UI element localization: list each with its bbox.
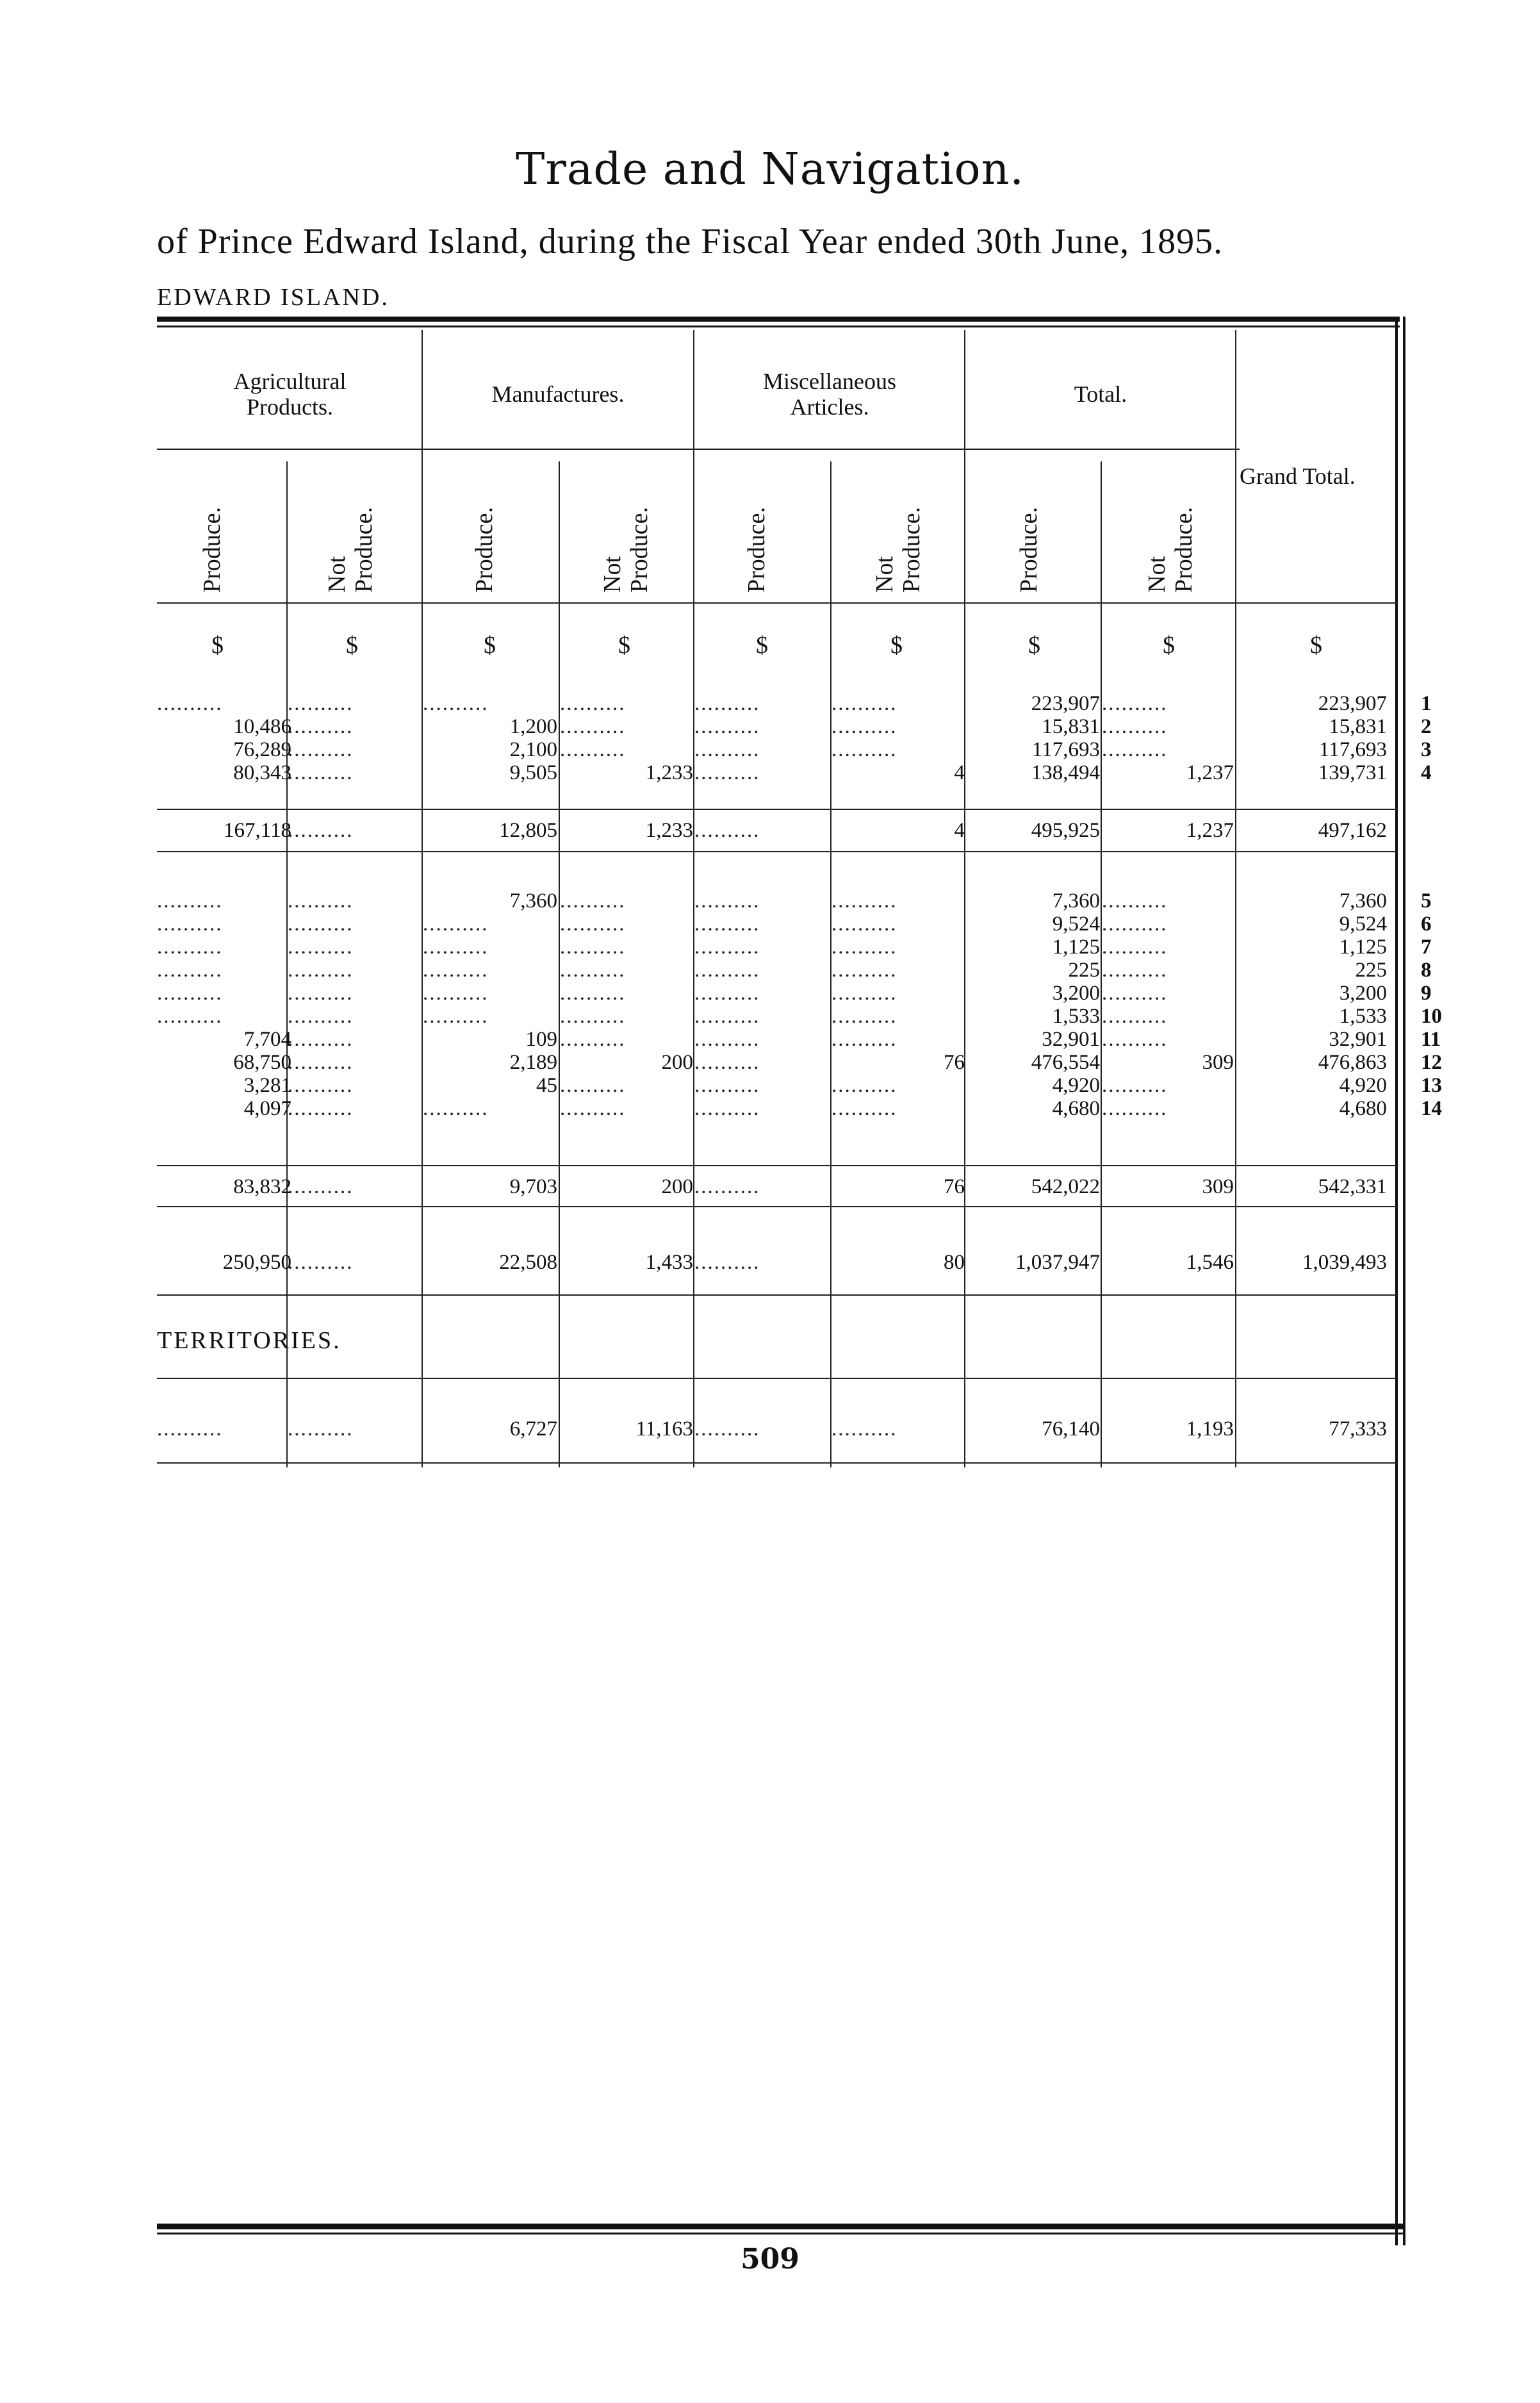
table-cell-leader-dots: .......... [288,1097,354,1120]
table-cell-leader-dots: .......... [694,692,760,715]
subtotal-rule [157,851,1397,852]
table-cell-leader-dots: .......... [288,982,354,1005]
table-cell: 7,704 [243,1028,291,1051]
table-cell: 80 [944,1251,965,1274]
table-cell-leader-dots: .......... [288,1005,354,1028]
table-cell-leader-dots: .......... [157,936,223,959]
table-cell: 3,200 [1052,982,1100,1005]
table-cell: 15,831 [1042,715,1100,738]
table-cell: 250,950 [222,1251,291,1274]
table-cell-leader-dots: .......... [157,912,223,936]
table-cell-leader-dots: .......... [694,1005,760,1028]
table-cell: 139,731 [1318,761,1387,784]
table-cell-leader-dots: .......... [288,738,354,761]
table-cell-leader-dots: .......... [1102,959,1168,982]
currency-symbol: $ [346,632,358,659]
table-cell: 9,505 [509,761,557,784]
table-cell: 4,680 [1052,1097,1100,1120]
table-cell-leader-dots: .......... [288,819,354,842]
table-cell: 4,680 [1339,1097,1387,1120]
table-cell: 1,037,947 [1015,1251,1100,1274]
table-top-rule-thin [157,326,1400,327]
table-cell: 225 [1068,959,1100,982]
table-cell: 22,508 [499,1251,557,1274]
table-cell-leader-dots: .......... [1102,715,1168,738]
table-cell: 77,333 [1329,1417,1387,1441]
row-number: 7 [1421,936,1432,959]
table-cell: 225 [1355,959,1387,982]
table-cell-leader-dots: .......... [694,1097,760,1120]
table-cell: 1,533 [1052,1005,1100,1028]
header-not-produce: Not Produce. [599,506,653,593]
row-number: 10 [1421,1005,1442,1028]
currency-symbol: $ [211,632,224,659]
row-number: 14 [1421,1097,1442,1120]
table-cell: 80,343 [233,761,291,784]
table-cell: 2,100 [509,738,557,761]
table-cell-leader-dots: .......... [1102,936,1168,959]
table-cell: 223,907 [1318,692,1387,715]
table-cell-leader-dots: .......... [694,715,760,738]
currency-symbol: $ [1310,632,1322,659]
table-cell-leader-dots: .......... [694,936,760,959]
table-cell-leader-dots: .......... [1102,1028,1168,1051]
table-cell: 542,022 [1031,1175,1100,1198]
table-cell: 76 [944,1051,965,1074]
page-number: 509 [741,2243,799,2275]
table-cell: 4 [954,819,965,842]
table-cell: 10,486 [233,715,291,738]
table-cell-leader-dots: .......... [831,1028,897,1051]
page-title: Trade and Navigation. [516,144,1024,195]
table-cell-leader-dots: .......... [423,936,489,959]
table-cell: 12,805 [499,819,557,842]
table-cell: 200 [661,1051,693,1074]
table-cell: 138,494 [1031,761,1100,784]
header-produce: Produce. [1015,506,1042,593]
table-cell: 1,546 [1186,1251,1234,1274]
table-cell-leader-dots: .......... [1102,1005,1168,1028]
table-cell-leader-dots: .......... [1102,692,1168,715]
territories-top-rule [157,1378,1397,1379]
table-cell-leader-dots: .......... [1102,738,1168,761]
table-cell: 1,200 [509,715,557,738]
header-manufactures: Manufactures. [491,381,625,407]
table-cell: 7,360 [509,889,557,912]
table-cell-leader-dots: .......... [831,1074,897,1097]
currency-symbol: $ [1028,632,1040,659]
table-cell: 6,727 [509,1417,557,1441]
table-cell-leader-dots: .......... [423,1097,489,1120]
table-cell-leader-dots: .......... [831,982,897,1005]
table-cell-leader-dots: .......... [423,692,489,715]
table-cell: 9,524 [1339,912,1387,936]
table-cell: 4 [954,761,965,784]
table-cell-leader-dots: .......... [157,1417,223,1441]
header-miscellaneous: Miscellaneous Articles. [763,368,896,420]
table-cell-leader-dots: .......... [288,889,354,912]
table-cell: 309 [1202,1175,1234,1198]
table-cell-leader-dots: .......... [831,1097,897,1120]
table-cell-leader-dots: .......... [694,1074,760,1097]
table-cell-leader-dots: .......... [1102,1074,1168,1097]
currency-symbol: $ [890,632,903,659]
table-cell-leader-dots: .......... [560,982,626,1005]
table-cell-leader-dots: .......... [423,982,489,1005]
table-cell-leader-dots: .......... [288,1028,354,1051]
table-cell-leader-dots: .......... [694,1175,760,1198]
table-cell-leader-dots: .......... [560,738,626,761]
table-cell: 9,703 [509,1175,557,1198]
table-cell: 497,162 [1318,819,1387,842]
table-cell-leader-dots: .......... [560,1074,626,1097]
table-cell: 117,693 [1031,738,1100,761]
table-cell-leader-dots: .......... [560,715,626,738]
table-cell-leader-dots: .......... [288,936,354,959]
table-cell: 45 [536,1074,557,1097]
table-right-border [1395,317,1398,2245]
table-cell: 76 [944,1175,965,1198]
table-cell: 223,907 [1031,692,1100,715]
table-cell-leader-dots: .......... [560,692,626,715]
table-cell: 476,554 [1031,1051,1100,1074]
row-number: 12 [1421,1051,1442,1074]
table-cell: 3,281 [243,1074,291,1097]
table-cell-leader-dots: .......... [831,889,897,912]
table-cell: 309 [1202,1051,1234,1074]
table-bottom-rule [157,2224,1405,2229]
table-cell: 68,750 [233,1051,291,1074]
header-grand-total: Grand Total. [1240,463,1356,489]
table-cell: 1,433 [645,1251,693,1274]
table-cell-leader-dots: .......... [157,959,223,982]
table-cell-leader-dots: .......... [560,912,626,936]
table-cell-leader-dots: .......... [288,912,354,936]
header-total: Total. [1074,381,1127,407]
table-cell: 542,331 [1318,1175,1387,1198]
table-cell: 117,693 [1318,738,1387,761]
row-number: 5 [1421,889,1432,912]
table-cell: 1,237 [1186,819,1234,842]
table-cell-leader-dots: .......... [560,1005,626,1028]
row-number: 11 [1421,1028,1441,1051]
header-group-divider [157,449,1240,450]
header-not-produce: Not Produce. [1143,506,1197,593]
table-cell-leader-dots: .......... [1102,912,1168,936]
table-cell: 1,533 [1339,1005,1387,1028]
table-cell-leader-dots: .......... [288,1417,354,1441]
table-cell: 1,039,493 [1302,1251,1387,1274]
table-cell-leader-dots: .......... [694,1051,760,1074]
table-cell: 1,233 [645,761,693,784]
table-cell: 3,200 [1339,982,1387,1005]
table-cell-leader-dots: .......... [831,912,897,936]
table-cell-leader-dots: .......... [694,761,760,784]
header-agricultural: Agricultural Products. [233,368,347,420]
table-cell: 32,901 [1042,1028,1100,1051]
table-cell-leader-dots: .......... [831,1005,897,1028]
currency-symbol: $ [484,632,496,659]
header-bottom-rule [157,602,1397,604]
row-number: 2 [1421,715,1432,738]
table-cell: 200 [661,1175,693,1198]
table-cell: 476,863 [1318,1051,1387,1074]
table-cell-leader-dots: .......... [831,715,897,738]
table-cell-leader-dots: .......... [157,692,223,715]
table-cell-leader-dots: .......... [694,819,760,842]
table-cell-leader-dots: .......... [560,936,626,959]
table-cell-leader-dots: .......... [157,889,223,912]
table-cell-leader-dots: .......... [423,959,489,982]
table-cell-leader-dots: .......... [423,1005,489,1028]
table-cell: 4,920 [1339,1074,1387,1097]
table-cell: 1,193 [1186,1417,1234,1441]
subtotal-rule [157,1206,1397,1207]
table-cell-leader-dots: .......... [560,889,626,912]
table-cell: 167,118 [223,819,291,842]
table-cell-leader-dots: .......... [1102,982,1168,1005]
table-cell: 76,140 [1042,1417,1100,1441]
table-cell: 109 [525,1028,557,1051]
table-right-border-outer [1403,317,1405,2245]
table-cell: 1,233 [645,819,693,842]
table-cell-leader-dots: .......... [831,1417,897,1441]
table-cell-leader-dots: .......... [288,1251,354,1274]
table-cell: 1,125 [1339,936,1387,959]
table-cell-leader-dots: .......... [1102,1097,1168,1120]
table-cell-leader-dots: .......... [288,761,354,784]
header-produce: Produce. [199,506,225,593]
table-cell: 495,925 [1031,819,1100,842]
table-cell: 7,360 [1052,889,1100,912]
table-cell-leader-dots: .......... [1102,889,1168,912]
header-not-produce: Not Produce. [871,506,925,593]
row-number: 4 [1421,761,1432,784]
table-bottom-rule-thin [157,2233,1405,2234]
table-cell-leader-dots: .......... [560,1097,626,1120]
table-cell-leader-dots: .......... [831,959,897,982]
table-cell-leader-dots: .......... [694,1417,760,1441]
table-cell: 32,901 [1329,1028,1387,1051]
subtotal-rule [157,1165,1397,1166]
header-produce: Produce. [471,506,498,593]
table-cell-leader-dots: .......... [288,1051,354,1074]
table-cell-leader-dots: .......... [831,692,897,715]
region-label: EDWARD ISLAND. [157,284,389,311]
row-number: 1 [1421,692,1432,715]
table-cell-leader-dots: .......... [288,715,354,738]
table-cell-leader-dots: .......... [288,1175,354,1198]
table-cell-leader-dots: .......... [694,959,760,982]
table-cell-leader-dots: .......... [288,959,354,982]
row-number: 8 [1421,959,1432,982]
table-cell-leader-dots: .......... [694,1028,760,1051]
table-cell-leader-dots: .......... [157,1005,223,1028]
table-cell: 1,125 [1052,936,1100,959]
table-cell: 83,832 [233,1175,291,1198]
territories-bottom-rule [157,1462,1397,1464]
territories-label: TERRITORIES. [157,1327,341,1354]
table-cell-leader-dots: .......... [560,959,626,982]
header-not-produce: Not Produce. [324,506,377,593]
table-cell-leader-dots: .......... [694,889,760,912]
table-top-rule [157,317,1400,322]
table-cell: 4,920 [1052,1074,1100,1097]
table-cell-leader-dots: .......... [694,738,760,761]
currency-symbol: $ [618,632,630,659]
page-subtitle: of Prince Edward Island, during the Fiscal Year ended 30th June, 1895. [157,222,1224,261]
table-cell: 76,289 [233,738,291,761]
table-cell: 7,360 [1339,889,1387,912]
table-cell-leader-dots: .......... [694,982,760,1005]
total-rule [157,1294,1397,1296]
table-cell: 11,163 [635,1417,693,1441]
table-cell: 1,237 [1186,761,1234,784]
table-cell-leader-dots: .......... [694,912,760,936]
table-cell-leader-dots: .......... [288,1074,354,1097]
table-cell-leader-dots: .......... [288,692,354,715]
table-cell: 9,524 [1052,912,1100,936]
header-produce: Produce. [743,506,770,593]
currency-symbol: $ [756,632,768,659]
table-cell-leader-dots: .......... [423,912,489,936]
table-cell: 2,189 [509,1051,557,1074]
row-number: 9 [1421,982,1432,1005]
table-cell-leader-dots: .......... [694,1251,760,1274]
table-cell-leader-dots: .......... [157,982,223,1005]
table-cell-leader-dots: .......... [831,936,897,959]
currency-symbol: $ [1163,632,1175,659]
row-number: 3 [1421,738,1432,761]
row-number: 13 [1421,1074,1442,1097]
table-cell-leader-dots: .......... [560,1028,626,1051]
table-cell: 4,097 [243,1097,291,1120]
row-number: 6 [1421,912,1432,936]
subtotal-rule [157,809,1397,810]
table-cell-leader-dots: .......... [831,738,897,761]
table-cell: 15,831 [1329,715,1387,738]
